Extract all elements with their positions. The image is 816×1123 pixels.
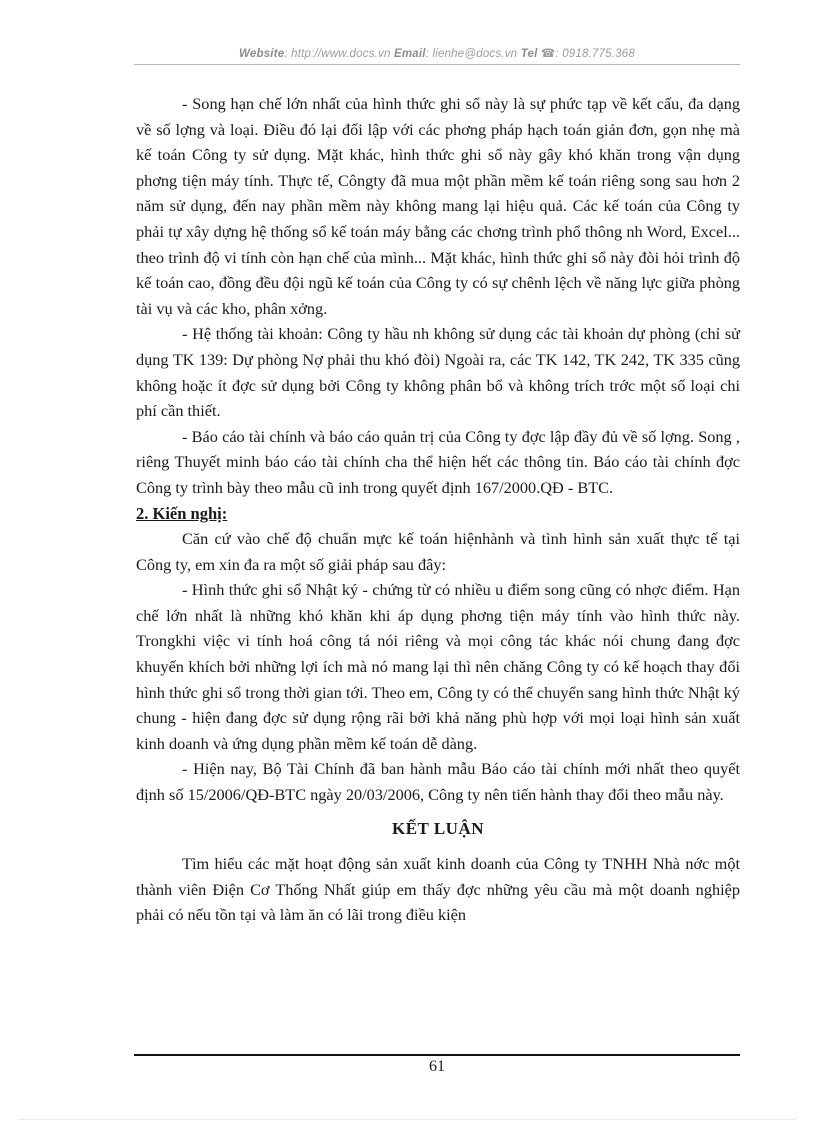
email-label: Email <box>394 48 426 60</box>
section-heading-text: 2. Kiến nghị: <box>136 503 228 523</box>
paragraph-2: - Hệ thống tài khoản: Công ty hầu nh không sử dụng các tài khoản dự phòng (chỉ sử dụng TK 139: Dự phòng Nợ phải thu khó đòi) Ngoài ra, các TK 142, TK 242, TK 335 cũng không hoặc ít đợc sử dụng bởi Công ty không phân bổ và không trích trớc một số loại chi phí cần thiết. <box>136 324 740 421</box>
footer-divider <box>134 1054 740 1056</box>
page-number: 61 <box>429 1058 445 1075</box>
tel-label: Tel <box>520 48 538 60</box>
paragraph-1: - Song hạn chế lớn nhất của hình thức ghi sổ này là sự phức tạp về kết cấu, đa dạng về số lợng và loại. Điều đó lại đối lập với các phơng pháp hạch toán giản đơn, gọn nhẹ mà kế toán Công ty sử dụng. Mặt khác, hình thức ghi sổ này gây khó khăn trong vận dụng phơng tiện máy tính. Thực tế, Côngty đã mua một phần mềm kế toán riêng song sau hơn 2 năm sử dụng, đến nay phần mềm này không mang lại hiệu quả. Các kế toán của Công ty phải tự xây dựng hệ thống sổ kế toán máy bằng các chơng trình phổ thông nh Word, Excel... theo trình độ vi tính còn hạn chế của mình... Mặt khác, hình thức ghi sổ này đòi hỏi trình độ kế toán cao, đồng đều đội ngũ kế toán của Công ty có sự chênh lệch về năng lực giữa phòng tài vụ và các kho, phân xởng. <box>136 94 740 318</box>
email-value: : lienhe@docs.vn <box>425 48 518 60</box>
section-heading <box>136 501 740 527</box>
document-body <box>136 91 740 928</box>
paragraph-3: - Báo cáo tài chính và báo cáo quản trị của Công ty đợc lập đầy đủ về số lợng. Song , riêng Thuyết minh báo cáo tài chính cha thể hiện hết các thông tin. Báo cáo tài chính đợc Công ty trình bày theo mẫu cũ inh trong quyết định 167/2000.QĐ - BTC. <box>136 426 740 497</box>
page-header <box>134 46 740 60</box>
bottom-dotted-line <box>20 1119 796 1120</box>
website-value: : http://www.docs.vn <box>284 48 391 60</box>
paragraph-5: - Hình thức ghi sổ Nhật ký - chứng từ có nhiều u điểm song cũng có nhợc điểm. Hạn chế lớn nhất là những khó khăn khi áp dụng phơng tiện máy tính vào hình thức này. Trongkhi việc vi tính hoá công tá nói riêng và mọi công tác khác nói chung đang đợc khuyến khích bởi những lợi ích mà nó mang lại thì nên chăng Công ty có kế hoạch thay đổi hình thức ghi sổ trong thời gian tới. Theo em, Công ty có thể chuyển sang hình thức Nhật ký chung - hiện đang đợc sử dụng rộng rãi bởi khả năng phù hợp với mọi loại hình sản xuất kinh doanh và ứng dụng phần mềm kế toán dễ dàng. <box>136 580 740 753</box>
header-divider <box>134 64 740 65</box>
website-label: Website <box>239 48 285 60</box>
paragraph-7: Tìm hiểu các mặt hoạt động sản xuất kinh doanh của Công ty TNHH Nhà nớc một thành viên Điện Cơ Thống Nhất giúp em thấy đợc những yêu cầu mà một doanh nghiệp phải có nếu tồn tại và làm ăn có lãi trong điều kiện <box>136 854 740 925</box>
paragraph-4: Căn cứ vào chế độ chuẩn mực kế toán hiệnhành và tình hình sản xuất thực tế tại Công ty, em xin đa ra một số giải pháp sau đây: <box>136 529 740 574</box>
tel-value: ☎: 0918.775.368 <box>537 48 635 60</box>
conclusion-heading: KẾT LUẬN <box>391 818 484 838</box>
paragraph-6: - Hiện nay, Bộ Tài Chính đã ban hành mẫu Báo cáo tài chính mới nhất theo quyết định số 15/2006/QĐ-BTC ngày 20/03/2006, Công ty nên tiến hành thay đổi theo mẫu này. <box>136 759 740 805</box>
